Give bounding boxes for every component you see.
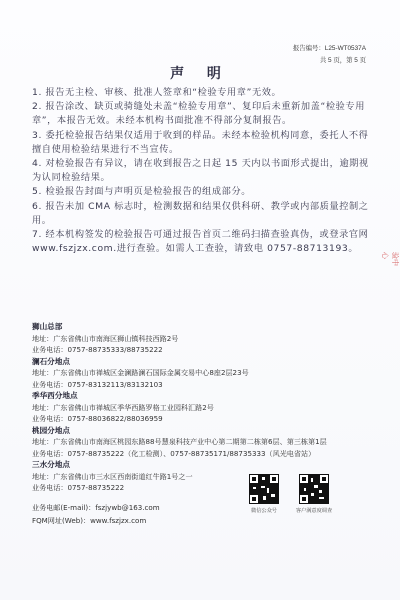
- statement-item: 4. 对检验报告有异议，请在收到报告之日起 15 天内以书面形式提出，逾期视为认同检验结果。: [32, 158, 369, 184]
- office-name: 澜石分地点: [32, 356, 70, 366]
- office-address: 地址：广东省佛山市禅城区季华西路罗格工业园科汇路2号: [32, 402, 214, 412]
- office-phone: 业务电话：0757-88735222: [32, 483, 125, 492]
- office-address: 地址：广东省佛山市南海区桃园东路88号慧泉科技产业中心第二期第二栋第6层、第三栋第1层: [32, 437, 327, 446]
- qr-caption: 客户满意度调查: [295, 508, 333, 514]
- wechat-qr-block: [244, 474, 284, 514]
- seal-stamp-fragment: [381, 150, 400, 266]
- office-address: 地址：广东省佛山市禅城区金澜路澜石国际金属交易中心8座2层23号: [32, 368, 249, 377]
- contact-footer: [32, 501, 232, 527]
- contact-email: 业务电邮(E-mail)：fszjywb@163.com: [32, 503, 160, 512]
- qr-caption: 微信公众号: [251, 508, 277, 514]
- seal-stamp-text: 验中心: [381, 252, 399, 266]
- office-name: 季华西分地点: [32, 391, 78, 400]
- statement-item: 3. 委托检验报告结果仅适用于收到的样品。未经本检验机构同意，委托人不得擅自使用检验结果进行不当宣传。: [32, 129, 369, 155]
- office-phone: 业务电话：0757-83132113/83132103: [32, 379, 163, 389]
- office-phone: 业务电话：0757-88735222（化工检测）、0757-88735171/88735333（风光电省站）: [32, 448, 316, 458]
- office-block: [32, 321, 378, 356]
- office-address: 地址：广东省佛山市南海区狮山镇科技西路2号: [32, 333, 179, 343]
- qr-code-icon: [299, 474, 329, 504]
- statement-item: 5. 检验报告封面与声明页是检验报告的组成部分。: [32, 186, 252, 198]
- office-block: [32, 390, 378, 425]
- office-name: 三水分地点: [32, 460, 70, 469]
- statement-item: 6. 报告未加 CMA 标志时，检测数据和结果仅供科研、教学或内部质量控制之用。: [32, 200, 369, 226]
- qr-code-icon: [249, 474, 279, 504]
- office-block: [32, 356, 378, 391]
- statement-item: 1. 报告无主检、审核、批准人签章和“检验专用章”无效。: [32, 87, 282, 98]
- page-info: 共 5 页，第 5 页: [319, 57, 366, 64]
- office-list: [32, 321, 378, 494]
- report-number: 报告编号：L25-WT0537A: [292, 45, 366, 52]
- survey-qr-block: [294, 474, 334, 514]
- office-block: [32, 425, 378, 460]
- office-address: 地址：广东省佛山市三水区西南街道红牛路1号之一: [32, 471, 193, 481]
- office-phone: 业务电话：0757-88036822/88036959: [32, 414, 163, 423]
- statement-list: [32, 86, 374, 256]
- contact-website: FQM网址(Web)：www.fszjzx.com: [32, 516, 147, 525]
- statement-item: 7. 经本机构签发的检验报告可通过报告首页二维码扫描查验真伪，或登录官网 www.fszjzx.com.进行查验。如需人工查验，请致电 0757-88713193。: [32, 229, 369, 255]
- office-name: 狮山总部: [32, 322, 63, 331]
- office-name: 桃园分地点: [32, 425, 70, 435]
- statement-item: 2. 报告涂改、缺页或骑缝处未盖“检验专用章”、复印后未重新加盖“检验专用章”，本报告无效。未经本机构书面批准不得部分复制报告。: [32, 101, 365, 127]
- page-title: 声 明: [170, 66, 230, 82]
- office-phone: 业务电话：0757-88735333/88735222: [32, 345, 163, 354]
